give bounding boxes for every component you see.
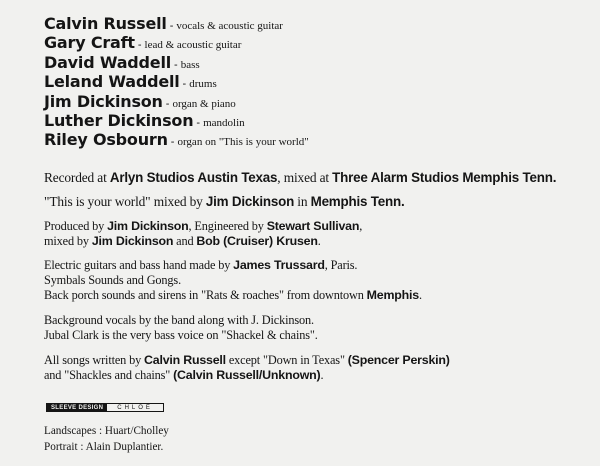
- guitars-line: [44, 258, 594, 273]
- musician-name: Jim Dickinson: [44, 91, 163, 111]
- sleeve-design-name: CHLOE: [107, 404, 163, 411]
- mixing-studio: Three Alarm Studios Memphis Tenn.: [332, 170, 557, 185]
- back-porch-prefix: Back porch sounds and sirens in "Rats & roaches" from downtown: [44, 288, 367, 302]
- symbals-line: Symbals Sounds and Gongs.: [44, 273, 181, 287]
- recorded-prefix: Recorded at: [44, 170, 110, 185]
- musician-name: Leland Waddell: [44, 72, 180, 92]
- guitar-maker: James Trussard: [233, 258, 325, 272]
- background-vocals-line: [44, 313, 594, 328]
- songs-line-2: [44, 368, 594, 383]
- musician-role: organ on "This is your world": [177, 136, 309, 149]
- musician-row: [44, 14, 309, 33]
- song-writer: (Spencer Perskin): [347, 353, 450, 367]
- vocal-credits: [44, 313, 594, 343]
- musician-separator: -: [169, 20, 174, 32]
- back-porch-place: Memphis: [366, 288, 419, 302]
- production-credits: [44, 219, 594, 249]
- musician-name: Gary Craft: [44, 33, 135, 53]
- song-writer: (Calvin Russell/Unknown): [173, 368, 321, 382]
- production-line: [44, 219, 594, 234]
- musician-row: [44, 72, 309, 91]
- recording-studio: Arlyn Studios Austin Texas: [109, 170, 278, 185]
- mixed-by-line: [44, 234, 594, 249]
- musician-name: Riley Osbourn: [44, 130, 168, 150]
- musician-row: [44, 33, 309, 52]
- vocals-person: J. Dickinson: [251, 313, 311, 327]
- production-middle: , Engineered by: [188, 219, 267, 233]
- song-title: "Shackles and chains": [64, 368, 171, 382]
- musician-row: [44, 92, 309, 111]
- mixed-middle: in: [294, 194, 311, 209]
- songwriter-name: Calvin Russell: [144, 353, 226, 367]
- musician-list: [44, 14, 309, 150]
- instrument-credits: [44, 258, 594, 303]
- musician-row: [44, 53, 309, 72]
- musician-separator: -: [165, 97, 170, 110]
- sleeve-design-label: SLEEVE DESIGN: [47, 404, 107, 411]
- songs-prefix: All songs written by: [44, 353, 145, 367]
- musician-role: drums: [189, 78, 217, 91]
- bass-voice-song: "Shackel & chains": [221, 328, 315, 342]
- mix-place: Memphis Tenn.: [310, 194, 405, 209]
- mixed-prefix: "This is your world" mixed by: [44, 194, 206, 209]
- musician-role: vocals & acoustic guitar: [176, 20, 283, 32]
- musician-role: bass: [180, 58, 200, 71]
- songs-line: [44, 353, 594, 368]
- production-end: ,: [359, 219, 363, 233]
- song-title: "Down in Texas": [262, 353, 345, 367]
- musician-separator: -: [196, 116, 201, 129]
- musician-name: David Waddell: [44, 52, 172, 72]
- bass-voice-line: [44, 328, 594, 343]
- musician-name: Calvin Russell: [44, 14, 167, 33]
- musician-separator: -: [182, 78, 187, 91]
- bass-voice-middle: is the very bass voice on: [98, 328, 222, 342]
- musician-role: lead & acoustic guitar: [144, 39, 242, 52]
- portrait-credit: Portrait : Alain Duplantier.: [44, 441, 164, 453]
- vocals-prefix: Background vocals by the band along with: [44, 313, 252, 327]
- back-porch-end: .: [418, 288, 422, 302]
- sleeve-design-badge: [46, 403, 164, 412]
- mixer-name: Bob (Cruiser) Krusen: [196, 234, 318, 248]
- musician-row: [44, 111, 309, 130]
- songwriting-credits: [44, 353, 594, 383]
- mixer-name: Jim Dickinson: [205, 194, 295, 209]
- mixer-name: Jim Dickinson: [91, 234, 174, 248]
- mixed-by-middle: and: [173, 234, 197, 248]
- songs-middle: except: [225, 353, 263, 367]
- engineer-name: Stewart Sullivan: [266, 219, 360, 233]
- landscapes-credit: Landscapes : Huart/Cholley: [44, 425, 169, 437]
- vocals-end: .: [310, 313, 314, 327]
- songs-end: .: [320, 368, 324, 382]
- recorded-middle: , mixed at: [277, 170, 333, 185]
- musician-role: organ & piano: [172, 97, 236, 110]
- mix-credits: [44, 194, 594, 209]
- mixed-line: [44, 194, 594, 209]
- musician-role: mandolin: [203, 116, 245, 129]
- production-prefix: Produced by: [44, 219, 108, 233]
- musician-separator: -: [174, 58, 178, 71]
- recording-credits: [44, 170, 594, 185]
- producer-name: Jim Dickinson: [107, 219, 189, 233]
- bass-voice-end: .: [314, 328, 318, 342]
- musician-separator: -: [137, 39, 142, 52]
- recorded-line: [44, 170, 594, 185]
- mixed-by-end: .: [317, 234, 321, 248]
- mixed-by-prefix: mixed by: [44, 234, 92, 248]
- bass-voice-person: Jubal Clark: [44, 328, 99, 342]
- musician-separator: -: [170, 136, 175, 149]
- guitars-end: , Paris.: [324, 258, 358, 272]
- musician-row: [44, 130, 309, 149]
- musician-name: Luther Dickinson: [44, 110, 194, 130]
- songs-prefix-2: and: [44, 368, 65, 382]
- back-porch-line: [44, 288, 594, 303]
- guitars-prefix: Electric guitars and bass hand made by: [44, 258, 234, 272]
